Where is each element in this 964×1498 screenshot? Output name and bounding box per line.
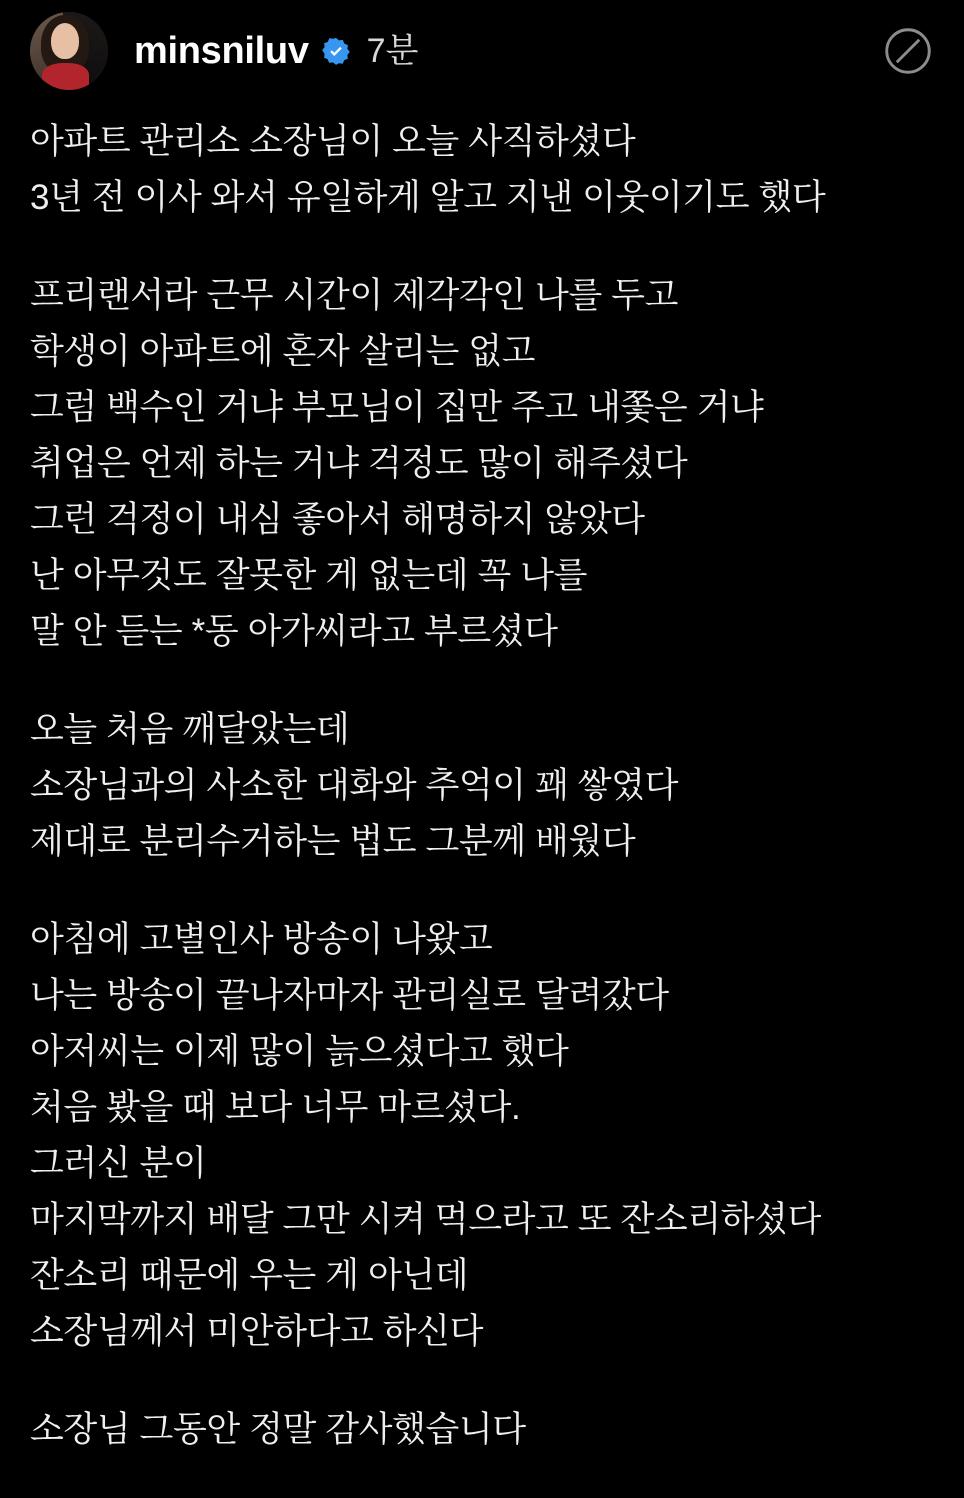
story-line: 오늘 처음 깨달았는데 [30, 710, 350, 749]
story-line: 프리랜서라 근무 시간이 제각각인 나를 두고 [30, 276, 679, 315]
story-line: 3년 전 이사 와서 유일하게 알고 지낸 이웃이기도 했다 [30, 178, 826, 217]
story-line: 소장님께서 미안하다고 하신다 [30, 1312, 483, 1351]
story-line: 마지막까지 배달 그만 시켜 먹으라고 또 잔소리하셨다 [30, 1200, 821, 1239]
story-line: 그럼 백수인 거냐 부모님이 집만 주고 내쫓은 거냐 [30, 388, 764, 427]
story-paragraph [30, 912, 934, 1360]
story-line: 학생이 아파트에 혼자 살리는 없고 [30, 332, 536, 371]
story-line: 취업은 언제 하는 거냐 걱정도 많이 해주셨다 [30, 444, 688, 483]
avatar-dress [42, 63, 89, 90]
story-header [0, 0, 964, 96]
story-line: 그러신 분이 [30, 1144, 207, 1183]
edit-slash-icon-glyph [883, 26, 933, 76]
story-line: 소장님 그동안 정말 감사했습니다 [30, 1410, 526, 1449]
story-line: 난 아무것도 잘못한 게 없는데 꼭 나를 [30, 556, 588, 595]
story-line: 처음 봤을 때 보다 너무 마르셨다. [30, 1088, 521, 1127]
story-line: 아저씨는 이제 많이 늙으셨다고 했다 [30, 1032, 569, 1071]
story-line: 제대로 분리수거하는 법도 그분께 배웠다 [30, 822, 636, 861]
username-label[interactable]: minsniluv [134, 30, 309, 72]
story-line: 잔소리 때문에 우는 게 아닌데 [30, 1256, 469, 1295]
story-line: 말 안 듣는 *동 아가씨라고 부르셨다 [30, 612, 558, 651]
story-text-body [0, 96, 964, 1498]
story-paragraph [30, 268, 934, 660]
story-paragraph [30, 1402, 934, 1458]
story-line: 아침에 고별인사 방송이 나왔고 [30, 920, 493, 959]
story-timestamp: 7분 [366, 32, 419, 70]
story-line: 그런 걱정이 내심 좋아서 해명하지 않았다 [30, 500, 645, 539]
edit-slash-icon[interactable] [882, 25, 934, 77]
avatar[interactable] [30, 12, 108, 90]
username-group[interactable] [134, 32, 882, 70]
story-line: 나는 방송이 끝나자마자 관리실로 달려갔다 [30, 976, 669, 1015]
story-line: 소장님과의 사소한 대화와 추억이 꽤 쌓였다 [30, 766, 679, 805]
avatar-face [51, 23, 79, 59]
story-line: 아파트 관리소 소장님이 오늘 사직하셨다 [30, 122, 636, 161]
story-paragraph [30, 702, 934, 870]
story-paragraph [30, 114, 934, 226]
verified-badge-icon [321, 36, 351, 66]
